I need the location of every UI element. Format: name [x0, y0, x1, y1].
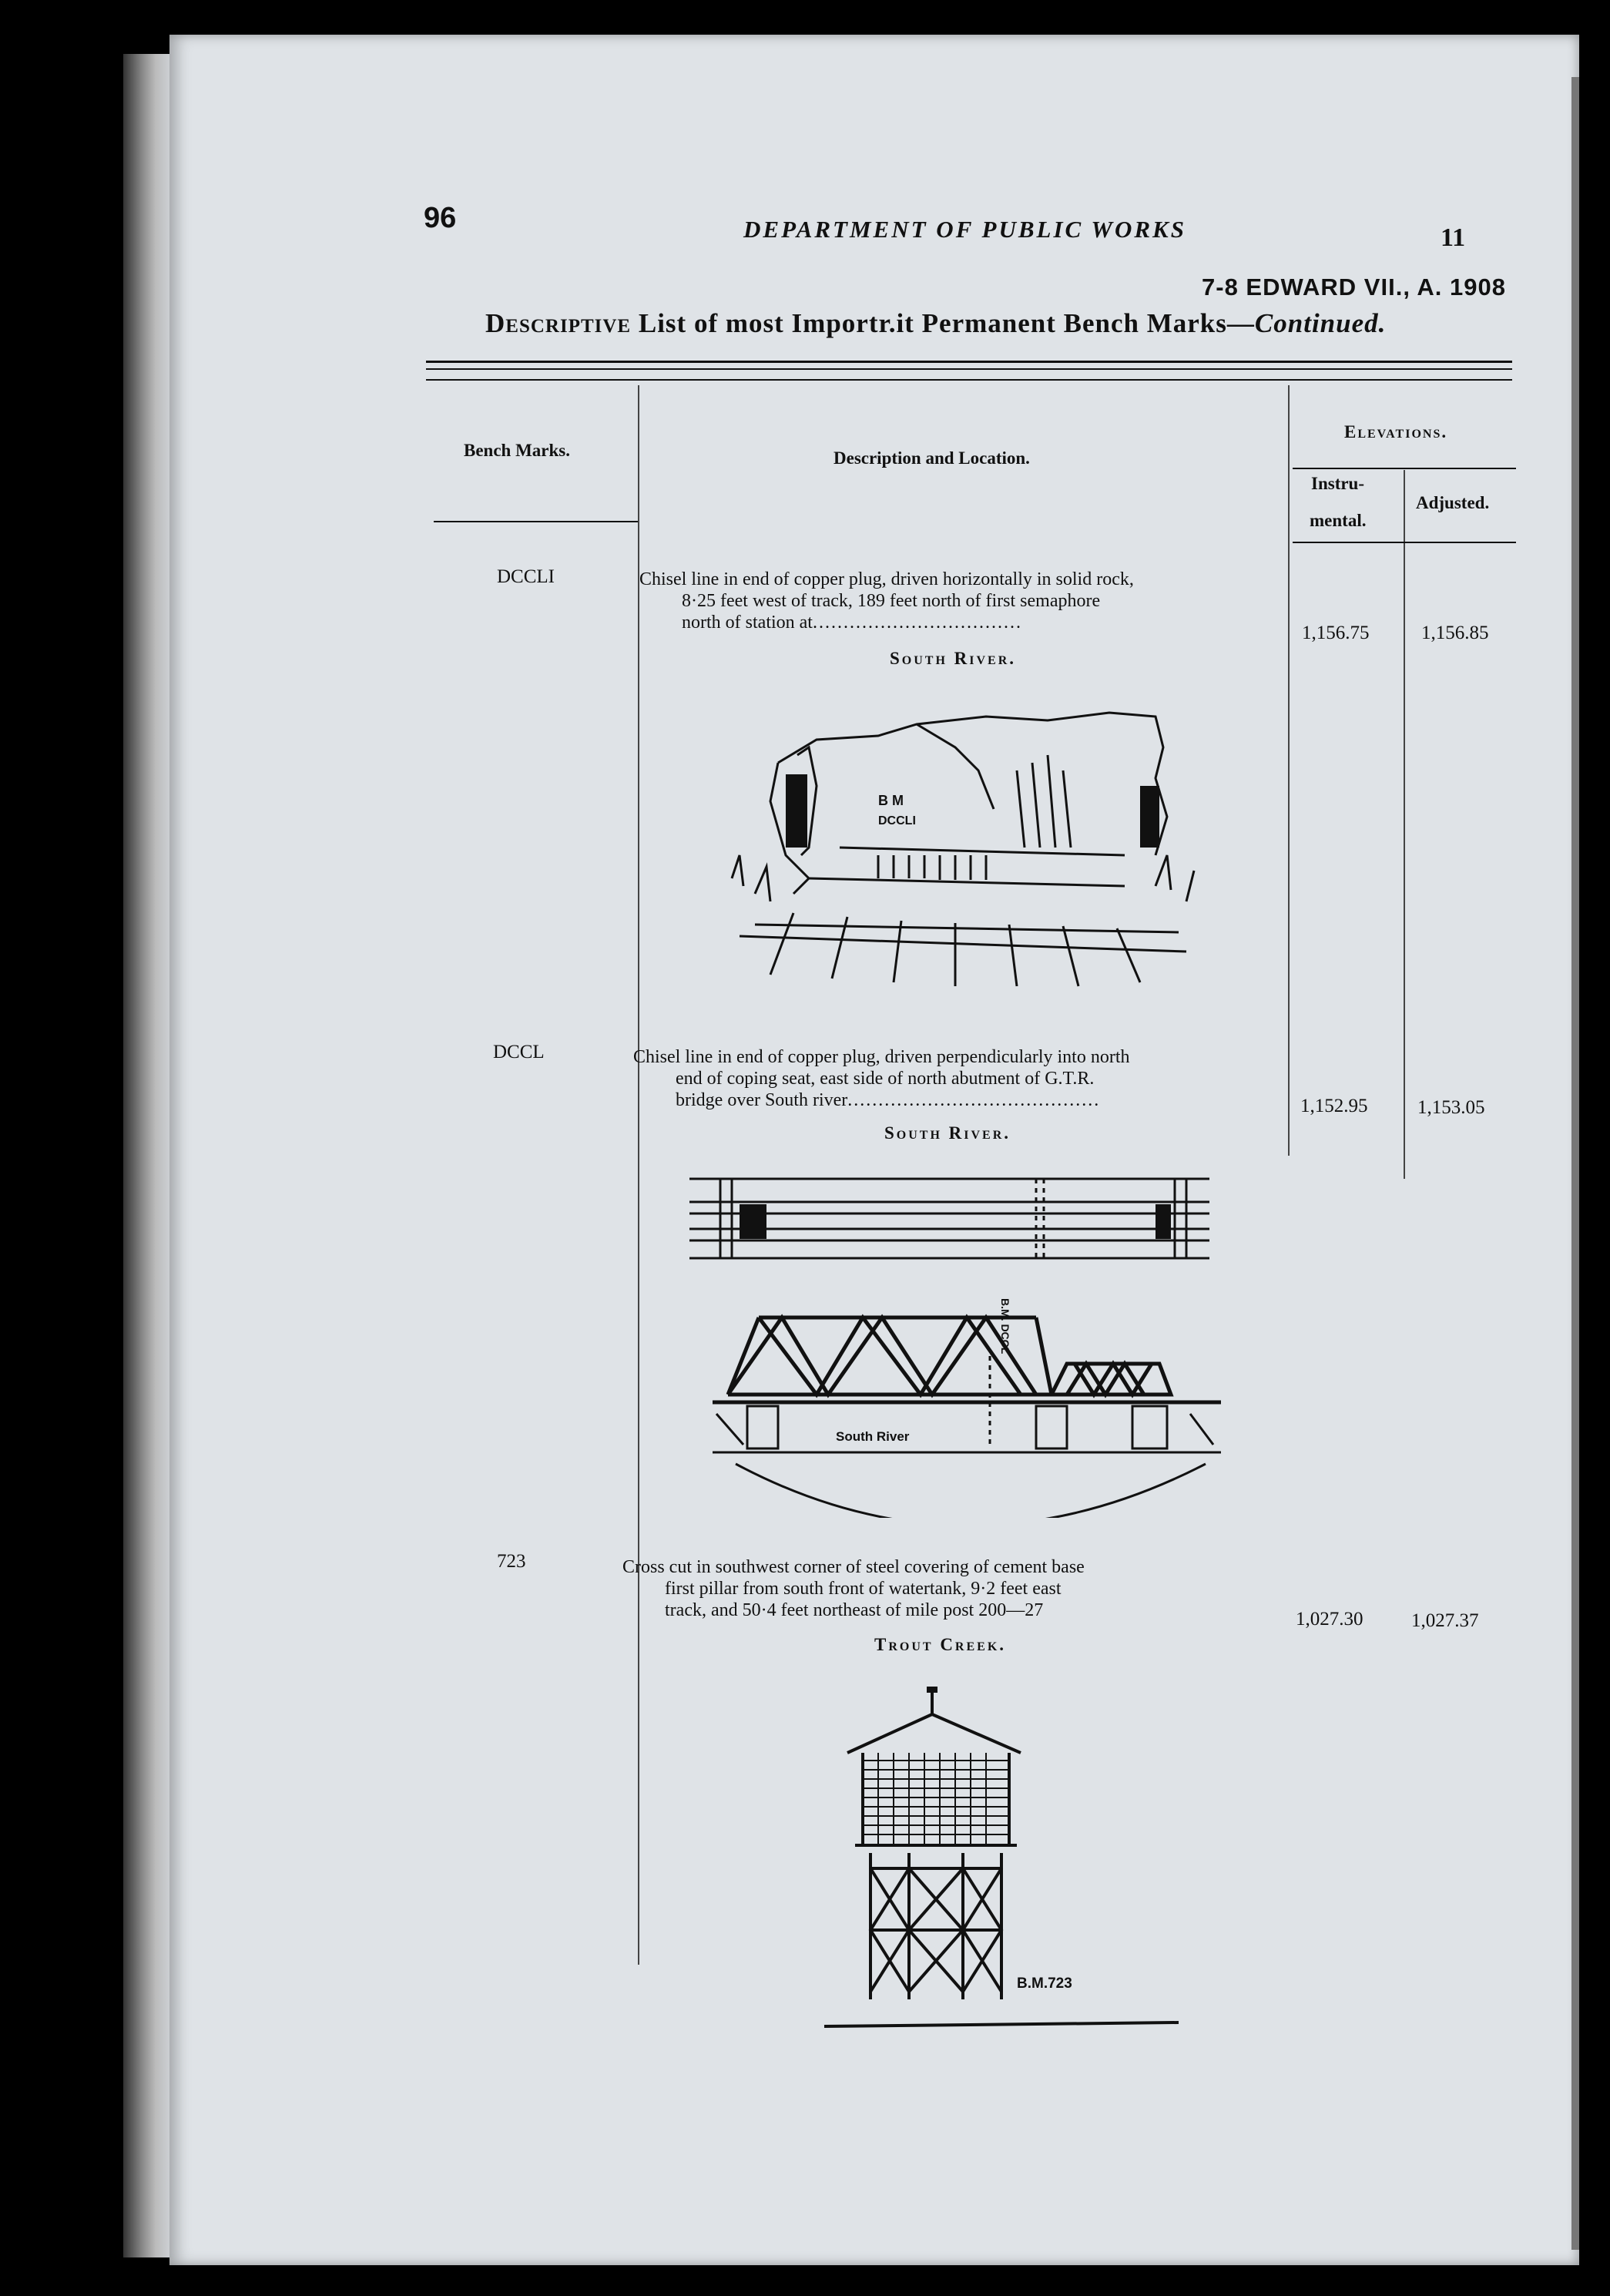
header-instrumental-2: mental. — [1310, 511, 1367, 530]
description-line: bridge over South river......................................... — [676, 1090, 1101, 1110]
title-continued: Continued. — [1254, 308, 1387, 338]
truss-bridge-sketch — [713, 1279, 1221, 1518]
header-elevations: Elevations. — [1344, 422, 1448, 441]
column-rule-2 — [1288, 385, 1290, 1156]
elevation-instrumental: 1,156.75 — [1302, 623, 1370, 643]
sketch-river-label: South River — [836, 1429, 910, 1444]
top-rule-2 — [426, 368, 1512, 370]
bench-mark-id: DCCL — [493, 1042, 545, 1062]
column-rule-3 — [1404, 470, 1405, 1179]
top-rule — [426, 361, 1512, 363]
water-tank-sketch — [817, 1683, 1186, 2030]
header-description: Description and Location. — [834, 448, 1030, 468]
page-number: 96 — [424, 202, 457, 234]
description-line: Chisel line in end of copper plug, driven perpendicularly into north — [633, 1047, 1130, 1067]
elevation-adjusted: 1,153.05 — [1417, 1097, 1485, 1118]
sketch-label: B.M.723 — [1017, 1975, 1072, 1992]
session-label: 7-8 EDWARD VII., A. 1908 — [1202, 274, 1506, 300]
rock-outcrop-sketch — [724, 701, 1202, 1002]
sketch-label: DCCLI — [878, 814, 916, 827]
sessional-number: 11 — [1441, 223, 1466, 252]
elevation-adjusted: 1,156.85 — [1421, 623, 1489, 643]
description-line: 8·25 feet west of track, 189 feet north of first semaphore — [682, 591, 1101, 611]
title-lead: Descriptive — [485, 308, 632, 338]
bench-mark-id: DCCLI — [497, 566, 555, 587]
header-instrumental-1: Instru- — [1311, 474, 1365, 493]
location-name: South River. — [884, 1123, 1011, 1143]
header-adjusted: Adjusted. — [1416, 493, 1490, 512]
bench-mark-id: 723 — [497, 1551, 526, 1572]
elevation-instrumental: 1,152.95 — [1300, 1096, 1368, 1116]
header-bench-marks: Bench Marks. — [464, 441, 570, 460]
description-line: end of coping seat, east side of north abutment of G.T.R. — [676, 1069, 1095, 1089]
location-name: South River. — [890, 649, 1017, 668]
page-edge — [1571, 77, 1579, 2250]
description-line: Cross cut in southwest corner of steel covering of cement base — [622, 1557, 1085, 1577]
bridge-plan-sketch — [686, 1167, 1225, 1275]
top-rule-3 — [426, 379, 1512, 381]
sketch-bench-label: B.M. DCCL — [999, 1298, 1011, 1354]
description-line: track, and 50·4 feet northeast of mile post 200—27 — [665, 1600, 1044, 1620]
title-main: List of most Importr.it Permanent Bench Marks— — [638, 308, 1255, 338]
description-line: Chisel line in end of copper plug, driven horizontally in solid rock, — [639, 569, 1134, 589]
header-rule-left — [434, 521, 638, 522]
header-rule-right — [1293, 542, 1516, 543]
description — [622, 1556, 1285, 1621]
elevation-instrumental: 1,027.30 — [1296, 1609, 1363, 1630]
description-line: north of station at.................................. — [682, 613, 1022, 633]
document-title — [485, 308, 1386, 339]
location-name: Trout Creek. — [874, 1635, 1007, 1654]
sketch-label: B M — [878, 793, 904, 808]
elevation-adjusted: 1,027.37 — [1411, 1610, 1479, 1631]
description — [639, 569, 1286, 633]
elevations-rule — [1293, 468, 1516, 469]
description — [633, 1046, 1288, 1111]
description-line: first pillar from south front of watertank, 9·2 feet east — [665, 1579, 1062, 1599]
running-head: DEPARTMENT OF PUBLIC WORKS — [743, 216, 1186, 243]
